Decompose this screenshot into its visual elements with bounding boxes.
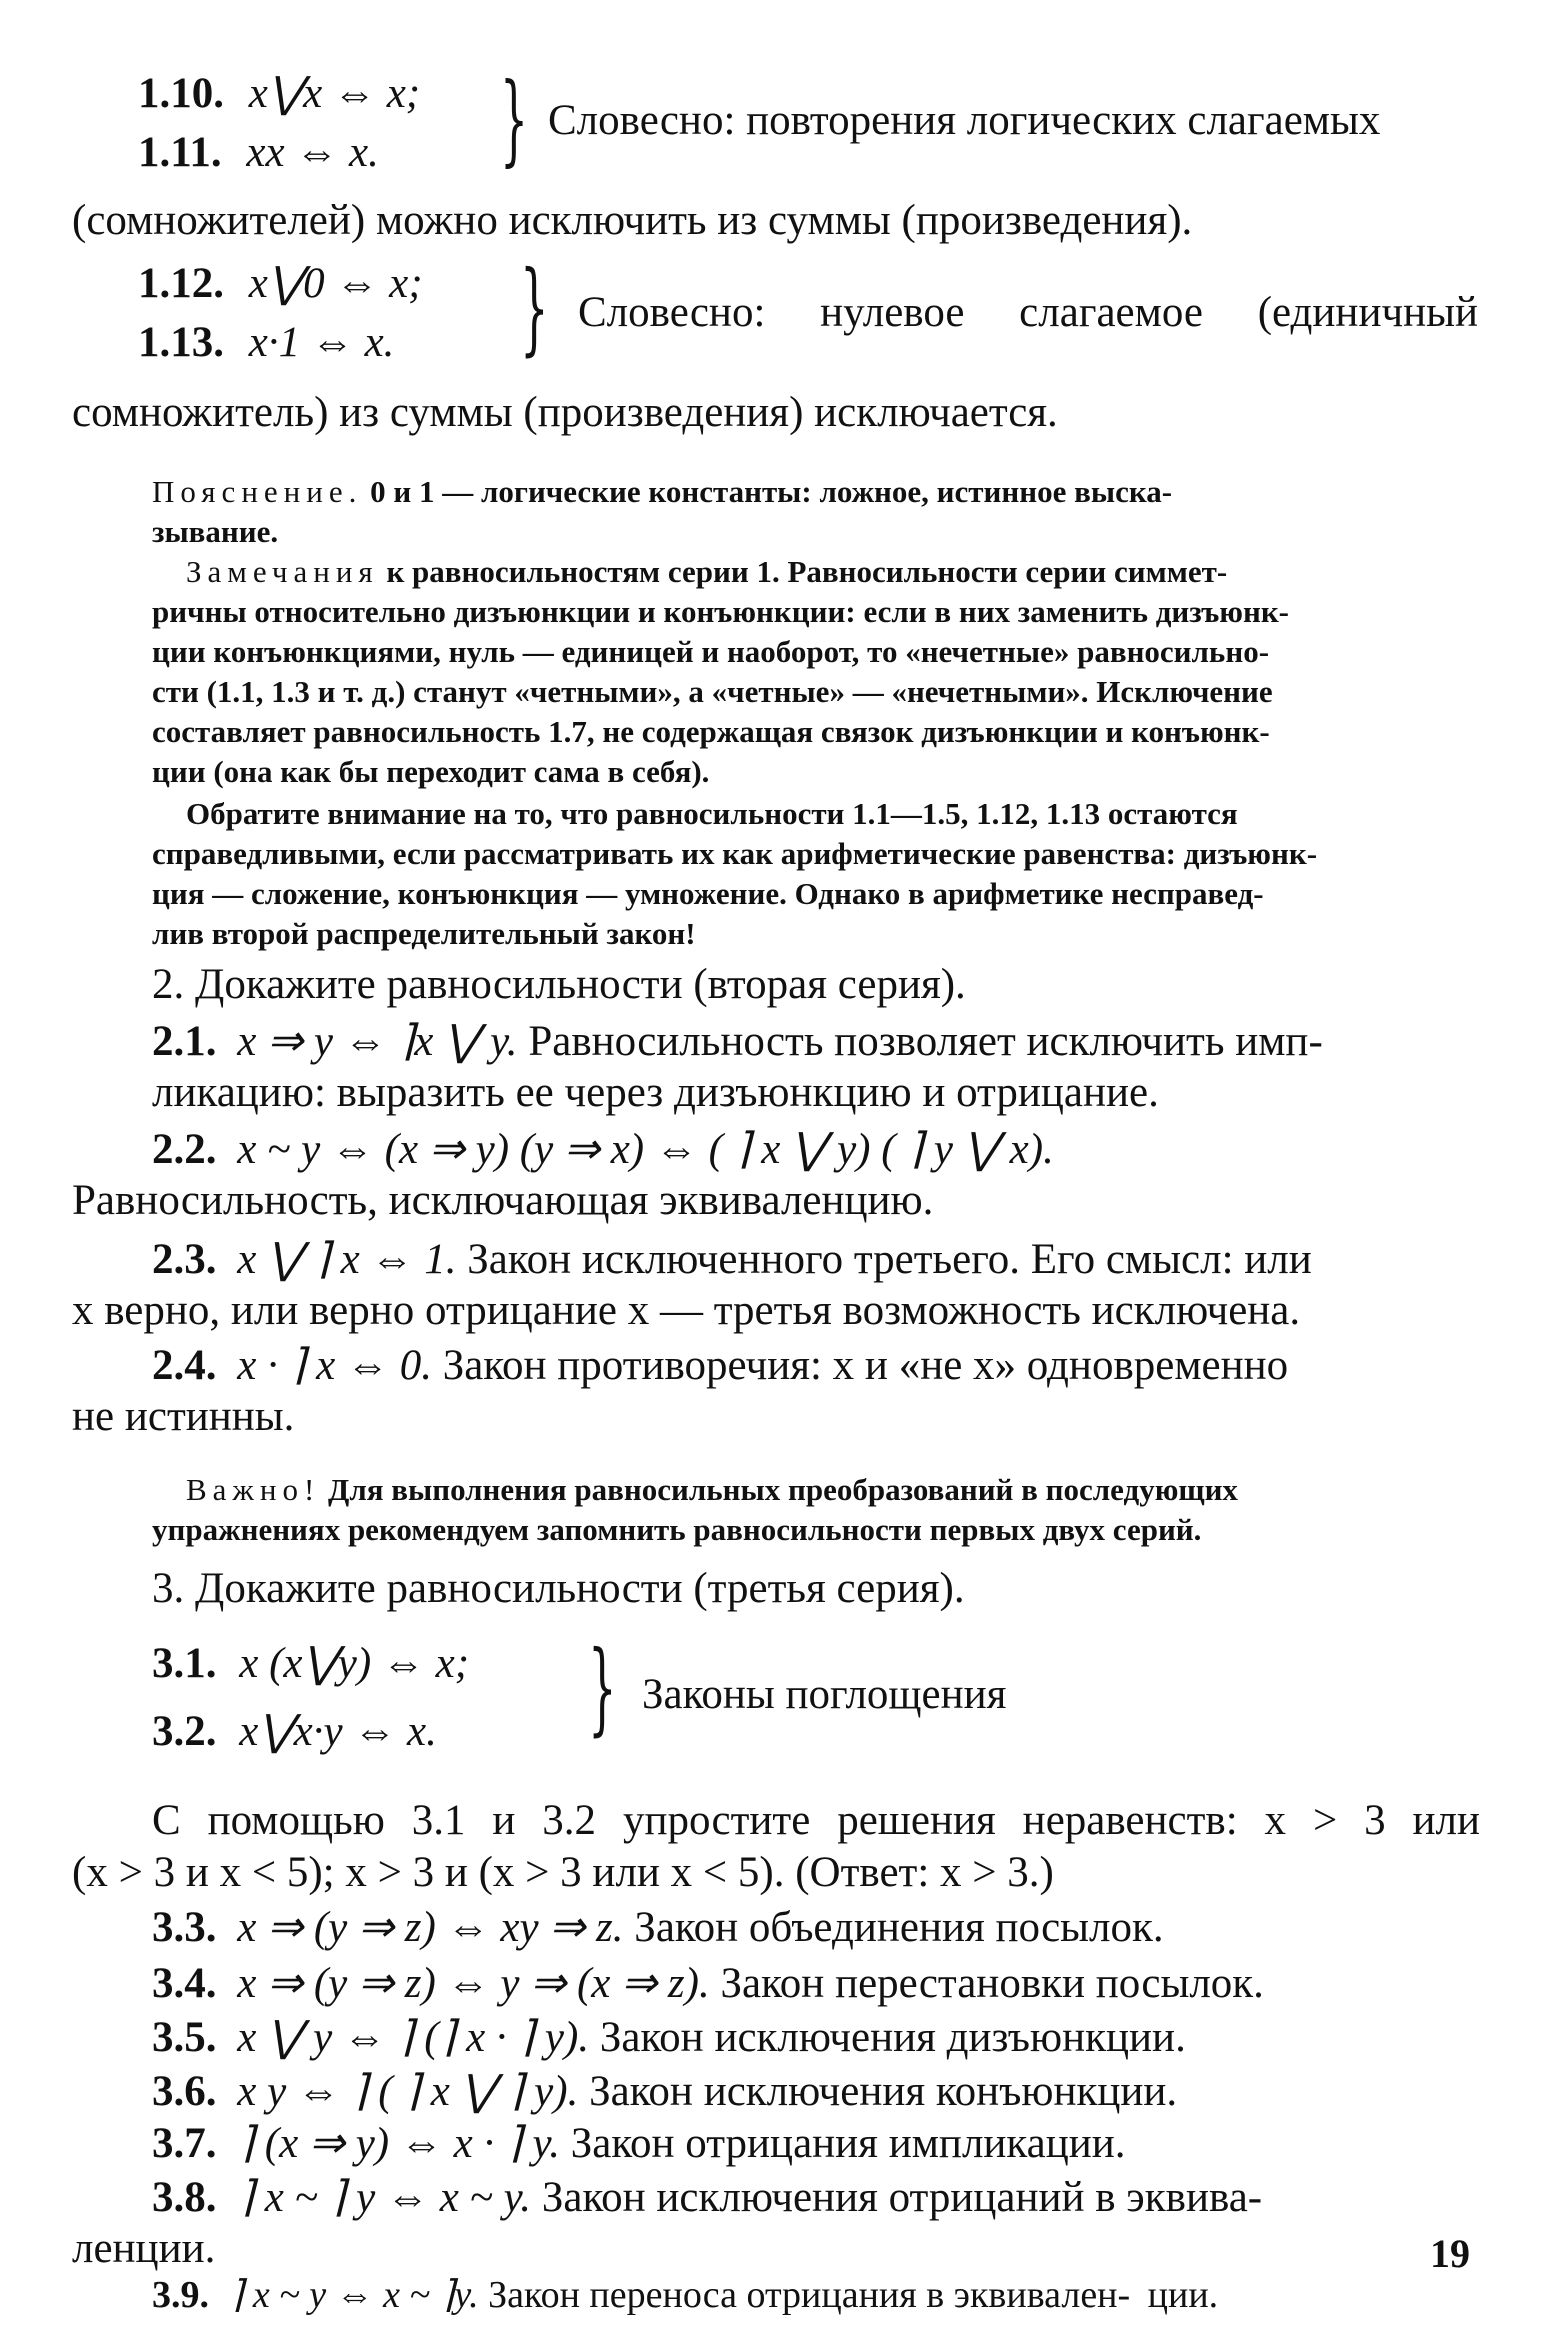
text-line: сомножитель) из суммы (произведения) исключается.	[72, 389, 1058, 436]
formula-1-10: 1.10. x⋁x ⇔ x;	[138, 70, 421, 117]
brace-2-text: Словесно: нулевое слагаемое (единичный	[578, 289, 1478, 336]
remarks-line: лив второй распределительный закон!	[152, 916, 696, 951]
important-line: Важно! Для выполнения равносильных преобразований в последующих	[186, 1472, 1238, 1507]
formula-3-2: 3.2. x⋁x·y ⇔ x.	[152, 1708, 437, 1755]
brace-3-text: Законы поглощения	[642, 1671, 1007, 1718]
formula-3-1: 3.1. x (x⋁y) ⇔ x;	[152, 1640, 470, 1687]
note-line: Пояснение. 0 и 1 — логические константы: ложное, истинное выска-	[152, 474, 1173, 509]
task-line: (x > 3 и x < 5); x > 3 и (x > 3 или x < 5). (Ответ: x > 3.)	[72, 1849, 1054, 1896]
note-line: зывание.	[152, 514, 279, 549]
text-line: Равносильность, исключающая эквиваленцию.	[72, 1177, 934, 1224]
item-3-4: 3.4. x ⇒ (y ⇒ z) ⇔ y ⇒ (x ⇒ z). Закон перестановки посылок.	[152, 1960, 1264, 2007]
text-line: не истинны.	[72, 1393, 295, 1440]
remarks-line: ции конъюнкциями, нуль — единицей и наоборот, то «нечетные» равносильно-	[152, 634, 1270, 669]
text-line: ликацию: выразить ее через дизъюнкцию и отрицание.	[152, 1069, 1159, 1116]
formula-1-12: 1.12. x⋁0 ⇔ x;	[138, 260, 423, 307]
item-3-3: 3.3. x ⇒ (y ⇒ z) ⇔ xy ⇒ z. Закон объединения посылок.	[152, 1904, 1164, 1951]
item-3-5: 3.5. x ⋁ y ⇔ ⌉ (⌉ x · ⌉ y). Закон исключения дизъюнкции.	[152, 2014, 1186, 2061]
remarks-line: ция — сложение, конъюнкция — умножение. Однако в арифметике несправед-	[152, 876, 1264, 911]
remarks-line: Обратите внимание на то, что равносильности 1.1—1.5, 1.12, 1.13 остаются	[186, 796, 1238, 831]
item-3-7: 3.7. ⌉ (x ⇒ y) ⇔ x · ⌉ y. Закон отрицания импликации.	[152, 2120, 1126, 2167]
item-3-6: 3.6. x y ⇔ ⌉ ( ⌉ x ⋁ ⌉ y). Закон исключения конъюнкции.	[152, 2068, 1178, 2115]
item-2-1: 2.1. x ⇒ y ⇔ ⌉x ⋁ y. Равносильность позволяет исключить имп-	[152, 1018, 1323, 1065]
item-2-3: 2.3. x ⋁ ⌉ x ⇔ 1. Закон исключенного третьего. Его смысл: или	[152, 1236, 1312, 1283]
page-number: 19	[1430, 2231, 1470, 2276]
formula-1-13: 1.13. x·1 ⇔ x.	[138, 319, 395, 366]
brace-icon: }	[500, 63, 529, 177]
text-line: x верно, или верно отрицание x — третья возможность исключена.	[72, 1287, 1301, 1334]
item-2-4: 2.4. x · ⌉ x ⇔ 0. Закон противоречия: x и «не x» одновременно	[152, 1342, 1289, 1389]
item-2-2: 2.2. x ~ y ⇔ (x ⇒ y) (y ⇒ x) ⇔ ( ⌉ x ⋁ y) ( ⌉ y ⋁ x).	[152, 1126, 1054, 1173]
item-3-9: 3.9. ⌉ x ~ y ⇔ x ~ ⌉y. Закон переноса отрицания в эквивален- ции.	[152, 2274, 1219, 2316]
task-line: С помощью 3.1 и 3.2 упростите решения неравенств: x > 3 или	[152, 1797, 1480, 1844]
series-2-heading: 2. Докажите равносильности (вторая серия).	[152, 961, 966, 1008]
brace-1-text: Словесно: повторения логических слагаемых	[548, 97, 1381, 144]
remarks-line: ричны относительно дизъюнкции и конъюнкции: если в них заменить дизъюнк-	[152, 594, 1290, 629]
remarks-line: справедливыми, если рассматривать их как арифметические равенства: дизъюнк-	[152, 836, 1318, 871]
series-3-heading: 3. Докажите равносильности (третья серия).	[152, 1565, 965, 1612]
text-line: (сомножителей) можно исключить из суммы (произведения).	[72, 197, 1193, 244]
item-3-8: 3.8. ⌉ x ~ ⌉ y ⇔ x ~ y. Закон исключения отрицаний в эквива-	[152, 2174, 1263, 2221]
brace-icon: }	[520, 249, 549, 366]
remarks-line: Замечания к равносильностям серии 1. Равносильности серии симмет-	[186, 554, 1228, 589]
important-line: упражнениях рекомендуем запомнить равносильности первых двух серий.	[152, 1512, 1202, 1547]
remarks-line: сти (1.1, 1.3 и т. д.) станут «четными», а «четные» — «нечетными». Исключение	[152, 674, 1273, 709]
brace-icon: }	[588, 1629, 617, 1746]
formula-1-11: 1.11. xx ⇔ x.	[138, 129, 379, 176]
text-line: ленции.	[72, 2225, 216, 2272]
remarks-line: составляет равносильность 1.7, не содержащая связок дизъюнкции и конъюнк-	[152, 714, 1270, 749]
remarks-line: ции (она как бы переходит сама в себя).	[152, 754, 710, 789]
